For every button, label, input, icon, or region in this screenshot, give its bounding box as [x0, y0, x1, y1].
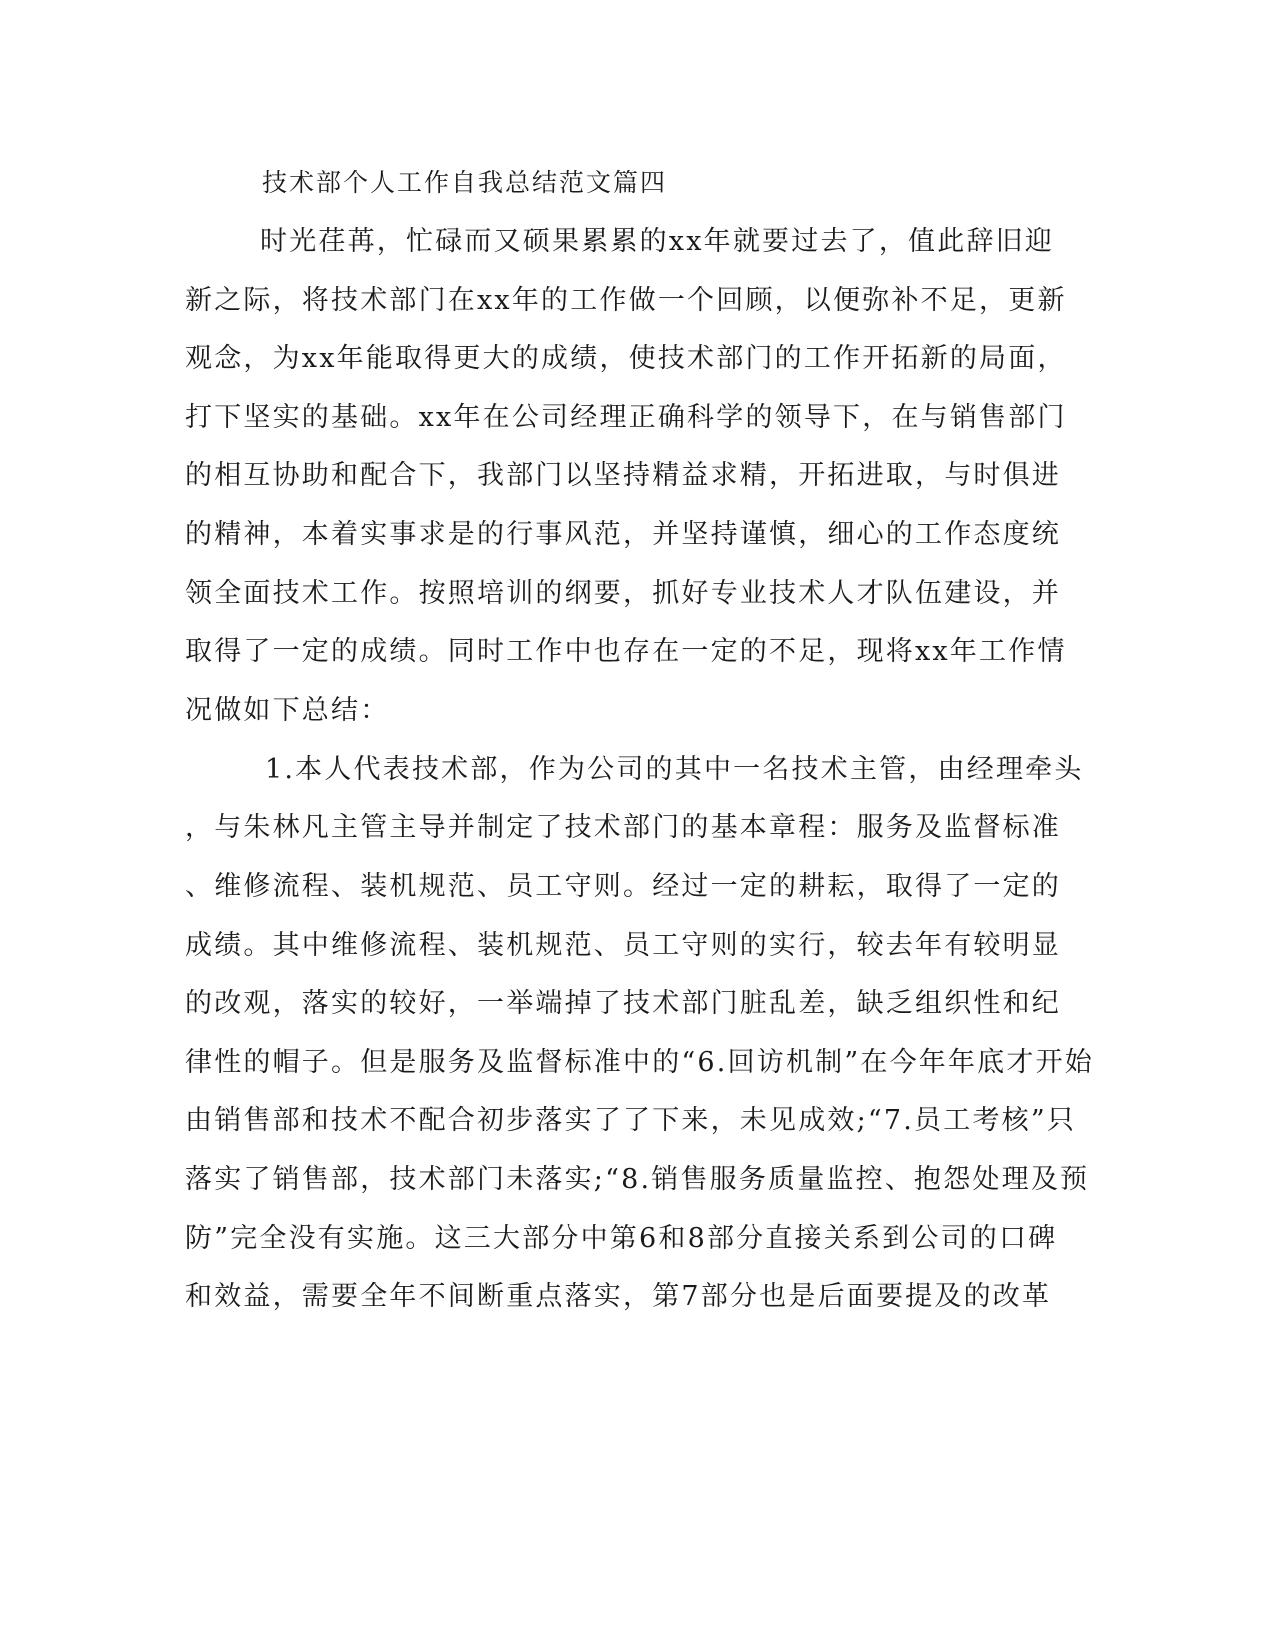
paragraph-line: ，与朱林凡主管主导并制定了技术部门的基本章程：服务及监督标准	[185, 812, 1061, 843]
paragraph-line: 的精神，本着实事求是的行事风范，并坚持谨慎，细心的工作态度统	[185, 519, 1061, 550]
paragraph-line: 领全面技术工作。按照培训的纲要，抓好专业技术人才队伍建设，并	[185, 578, 1061, 609]
paragraph-line: 由销售部和技术不配合初步落实了了下来，未见成效;“7.员工考核”只	[185, 1105, 1077, 1136]
paragraph-line: 成绩。其中维修流程、装机规范、员工守则的实行，较去年有较明显	[185, 930, 1061, 961]
list-item-line: 1.本人代表技术部，作为公司的其中一名技术主管，由经理牵头	[265, 754, 1084, 785]
paragraph-line: 观念，为xx年能取得更大的成绩，使技术部门的工作开拓新的局面，	[185, 343, 1067, 374]
paragraph-line: 律性的帽子。但是服务及监督标准中的“6.回访机制”在今年年底才开始	[185, 1047, 1094, 1078]
paragraph-line: 和效益，需要全年不间断重点落实，第7部分也是后面要提及的改革	[185, 1281, 1052, 1312]
paragraph-line: 况做如下总结：	[185, 695, 390, 726]
paragraph-line: 新之际，将技术部门在xx年的工作做一个回顾，以便弥补不足，更新	[185, 285, 1067, 316]
paragraph-line: 的改观，落实的较好，一举端掉了技术部门脏乱差，缺乏组织性和纪	[185, 988, 1061, 1019]
document-title: 技术部个人工作自我总结范文篇四	[262, 168, 668, 197]
paragraph-line: 的相互协助和配合下，我部门以坚持精益求精，开拓进取，与时俱进	[185, 460, 1061, 491]
paragraph-line: 打下坚实的基础。xx年在公司经理正确科学的领导下，在与销售部门	[185, 402, 1067, 433]
paragraph-line: 时光荏苒，忙碌而又硕果累累的xx年就要过去了，值此辞旧迎	[260, 226, 1055, 257]
paragraph-line: 落实了销售部，技术部门未落实;“8.销售服务质量监控、抱怨处理及预	[185, 1164, 1090, 1195]
paragraph-line: 、维修流程、装机规范、员工守则。经过一定的耕耘，取得了一定的	[185, 871, 1061, 902]
paragraph-line: 取得了一定的成绩。同时工作中也存在一定的不足，现将xx年工作情	[185, 636, 1067, 667]
paragraph-line: 防”完全没有实施。这三大部分中第6和8部分直接关系到公司的口碑	[185, 1223, 1058, 1254]
